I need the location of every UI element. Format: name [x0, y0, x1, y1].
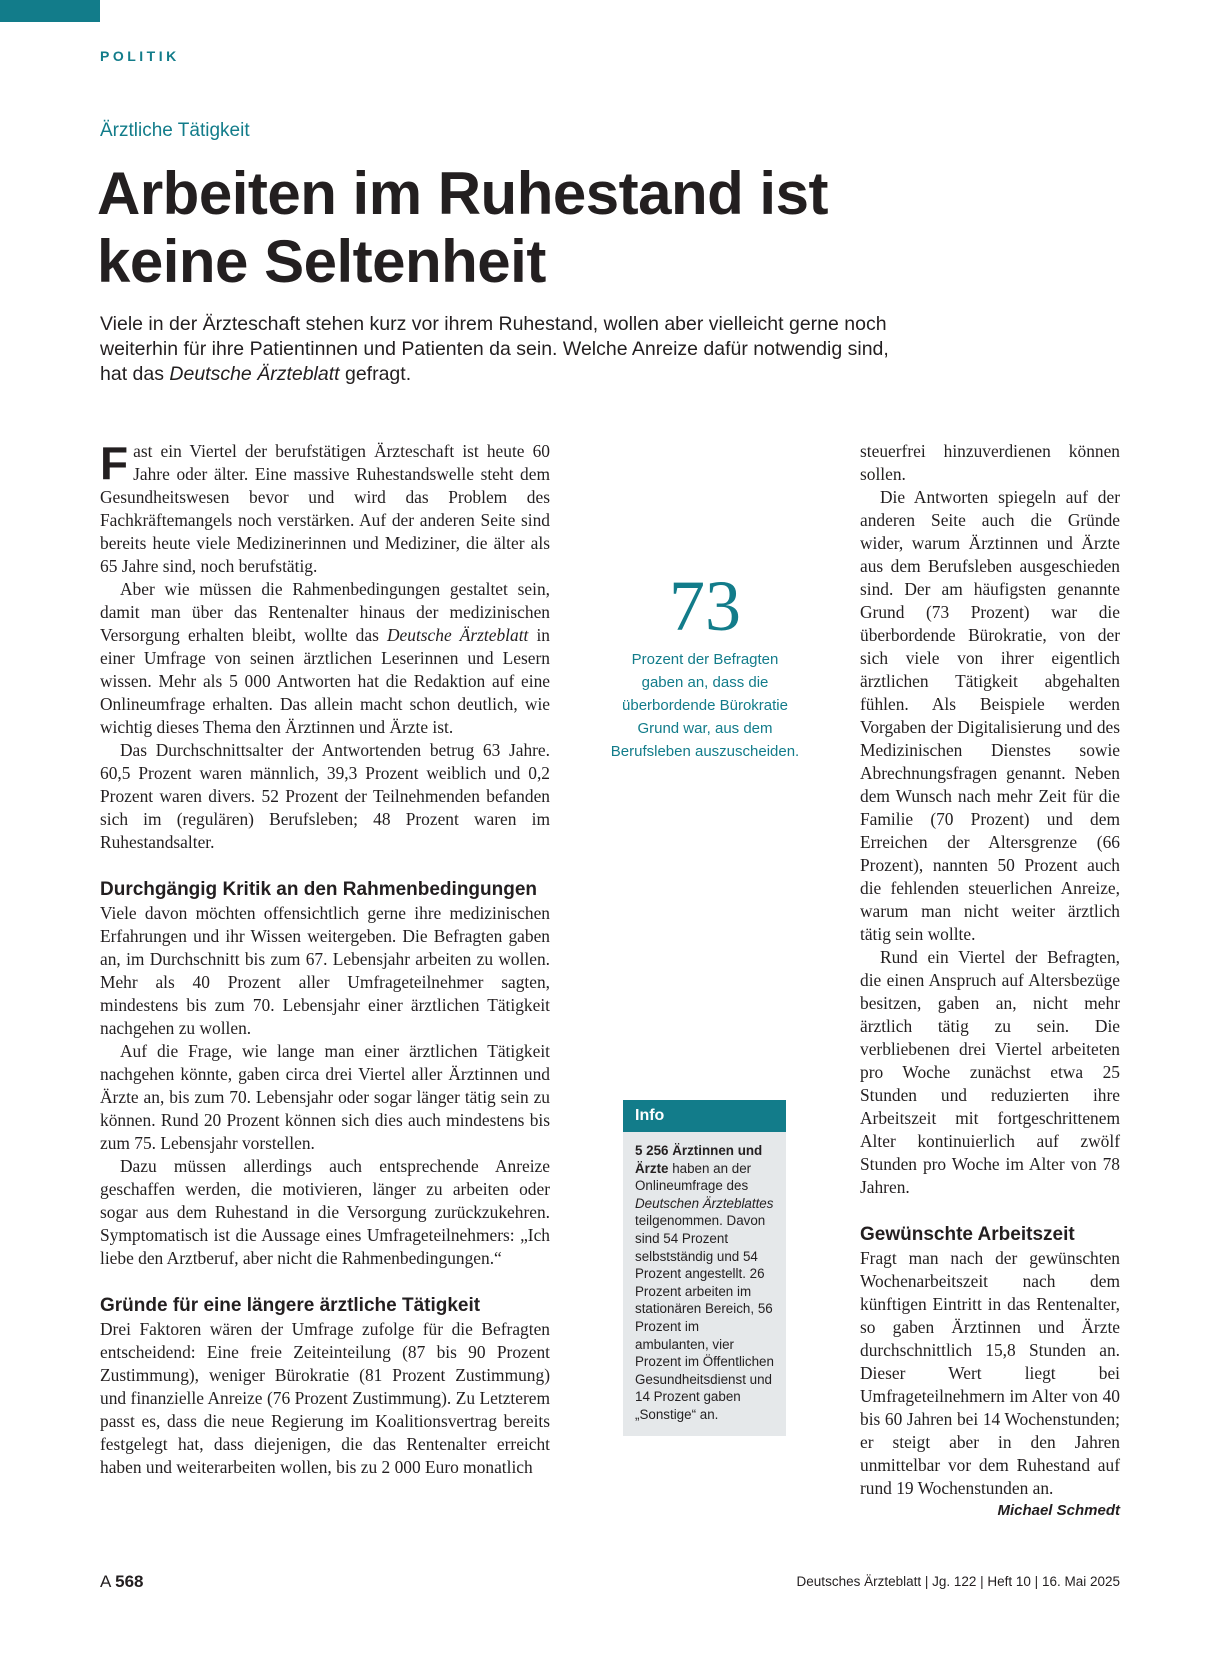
page-number [100, 1572, 144, 1592]
paragraph-10: Rund ein Viertel der Befragten, die einen Anspruch auf Altersbezüge besitzen, gaben an, nicht mehr ärztlich tätig zu sein. Die verbliebenen drei Viertel arbeiteten pro Woche zunächst etwa 25 Stunden und reduzierten ihre Arbeitszeit mit fortgeschrittenem Alter kontinuierlich auf zwölf Stunden pro Woche im Alter von 78 Jahren. [860, 947, 1120, 1197]
paragraph-2-publication-name: Deutsche Ärzteblatt [386, 625, 529, 645]
drop-cap: F [100, 437, 129, 489]
paragraph-6: Dazu müssen allerdings auch entsprechende Anreize geschaffen werden, die motivieren, länger zu arbeiten oder sogar aus dem Ruhestand in die Versorgung zurückzukehren. Symptomatisch ist die Aussage eines Umfrageteilnehmers: „Ich liebe den Arztberuf, aber nicht die Rahmenbedingungen.“ [100, 1156, 550, 1268]
lead-text-2: gefragt. [339, 363, 412, 385]
info-box-text-1: haben an der Onlineumfrage des [635, 1160, 752, 1194]
info-box-heading: Info [623, 1100, 786, 1132]
info-box-publication-name: Deutschen Ärzteblattes [635, 1195, 774, 1211]
section-label: POLITIK [100, 48, 180, 64]
page-prefix: A [100, 1572, 116, 1591]
subheading-working-time: Gewünschte Arbeitszeit [860, 1224, 1075, 1245]
paragraph-4: Viele davon möchten offensichtlich gerne ihre medizinischen Erfahrungen und ihr Wissen weitergeben. Die Befragten gaben an, im Durchschnitt bis zum 67. Lebensjahr arbeiten zu wollen. Mehr als 40 Prozent aller Umfrageteilnehmer sagten, mindestens bis zum 70. Lebensjahr einer ärztlichen Tätigkeit nachgehen zu wollen. [100, 903, 550, 1038]
paragraph-9: Die Antworten spiegeln auf der anderen Seite auch die Gründe wider, warum Ärztinnen und Ärzte aus dem Berufsleben ausgeschieden sind. Der am häufigsten genannte Grund (73 Prozent) war die überbordende Bürokratie, von der sich viele von ihrer eigentlich ärztlichen Tätigkeit abgehalten fühlen. Als Beispiele werden Vorgaben der Digitalisierung und des Medizinischen Dienstes sowie Abrechnungsfragen genannt. Neben dem Wunsch nach mehr Zeit für die Familie (70 Prozent) und dem Erreichen der Altersgrenze (66 Prozent), nannten 50 Prozent auch die fehlenden steuerlichen Anreize, warum man nicht weiter ärztlich tätig sein wollte. [860, 487, 1120, 944]
info-box-body [623, 1132, 786, 1436]
paragraph-2-text-1: Aber wie müssen die Rahmenbedingungen gestaltet sein, damit man über das Rentenalter hinaus der medizinischen Versorgung erhalten bleibt, wollte das [100, 579, 550, 645]
title-line-1: Arbeiten im Ruhestand ist [97, 160, 828, 227]
article-column-right [860, 440, 1120, 1522]
article-lead [100, 312, 920, 387]
author-byline: Michael Schmedt [997, 1502, 1120, 1519]
lead-text-1: Viele in der Ärzteschaft stehen kurz vor ihrem Ruhestand, wollen aber vielleicht gerne noch weiterhin für ihre Patientinnen und Patienten da sein. Welche Anreize dafür notwendig sind, hat das [100, 313, 889, 385]
info-box-text-2: teilgenommen. Davon sind 54 Prozent selbstständig und 54 Prozent angestellt. 26 Prozent arbeiten im stationären Bereich, 56 Prozent im ambulanten, vier Prozent im Öffentlichen Gesundheitsdienst und 14 Prozent gaben „Sonstige“ an. [635, 1213, 774, 1422]
page-number-value: 568 [115, 1572, 144, 1591]
paragraph-5: Auf die Frage, wie lange man einer ärztlichen Tätigkeit nachgehen könnte, gaben circa drei Viertel aller Ärztinnen und Ärzte an, bis zum 70. Lebensjahr oder sogar länger tätig sein zu können. Rund 20 Prozent können sich dies auch mindestens bis zum 75. Lebensjahr vorstellen. [100, 1041, 550, 1153]
info-box-bold: 5 256 Ärztinnen und Ärzte [635, 1143, 763, 1176]
subheading-reasons: Gründe für eine längere ärztliche Tätigkeit [100, 1295, 481, 1316]
paragraph-2 [100, 578, 550, 739]
lead-publication-name: Deutsche Ärzteblatt [169, 363, 340, 385]
paragraph-11: Fragt man nach der gewünschten Wochenarbeitszeit nach dem künftigen Eintritt in das Rentenalter, so gaben Ärztinnen und Ärzte durchschnittlich 15,8 Stunden an. Dieser Wert liegt bei Umfrageteilnehmern im Alter von 40 bis 60 Jahren bei 14 Wochenstunden; er steigt aber in den Jahren unmittelbar vor dem Ruhestand auf rund 19 Wochenstunden an. [860, 1248, 1120, 1498]
paragraph-8: steuerfrei hinzuverdienen können sollen. [860, 441, 1120, 484]
title-line-2: keine Seltenheit [97, 228, 546, 295]
paragraph-1-text: ast ein Viertel der berufstätigen Ärzteschaft ist heute 60 Jahre oder älter. Eine massive Ruhestandswelle steht dem Gesundheitswesen bevor und wird das Problem des Fachkräftemangels noch verstärken. Auf der anderen Seite sind bereits heute viele Medizinerinnen und Mediziner, die älter als 65 Jahre sind, noch berufstätig. [100, 441, 550, 576]
info-box [623, 1100, 786, 1436]
subheading-criticism: Durchgängig Kritik an den Rahmenbedingungen [100, 879, 538, 900]
article-kicker: Ärztliche Tätigkeit [100, 120, 250, 141]
paragraph-1 [100, 437, 550, 578]
journal-citation: Deutsches Ärzteblatt | Jg. 122 | Heft 10 | 16. Mai 2025 [796, 1574, 1120, 1589]
callout-number: 73 [669, 566, 741, 646]
top-accent-bar [0, 0, 100, 22]
article-column-left [100, 437, 550, 1479]
paragraph-7: Drei Faktoren wären der Umfrage zufolge für die Befragten entscheidend: Eine freie Zeiteinteilung (87 bis 90 Prozent Zustimmung), weniger Bürokratie (81 Prozent Zustimmung) und finanzielle Anreize (76 Prozent Zustimmung). Zu Letzterem passt es, dass die neue Regierung im Koalitionsvertrag bereits festgelegt hat, dass diejenigen, die das Rentenalter erreicht haben und weiterarbeiten wollen, bis zu 2 000 Euro monatlich [100, 1319, 550, 1477]
callout-caption: Prozent der Befragten gaben an, dass die überbordende Bürokratie Grund war, aus dem Berufsleben auszuscheiden. [610, 651, 800, 760]
article-title [97, 160, 997, 296]
paragraph-2-text-2: in einer Umfrage von seinen ärztlichen Leserinnen und Lesern wissen. Mehr als 5 000 Antworten hat die Redaktion auf eine Onlineumfrage erhalten. Das allein macht schon deutlich, wie wichtig dieses Thema den Ärztinnen und Ärzte ist. [100, 625, 550, 737]
paragraph-3: Das Durchschnittsalter der Antwortenden betrug 63 Jahre. 60,5 Prozent waren männlich, 39,3 Prozent weiblich und 0,2 Prozent waren divers. 52 Prozent der Teilnehmenden befanden sich im (regulären) Berufsleben; 48 Prozent waren im Ruhestandsalter. [100, 740, 550, 852]
